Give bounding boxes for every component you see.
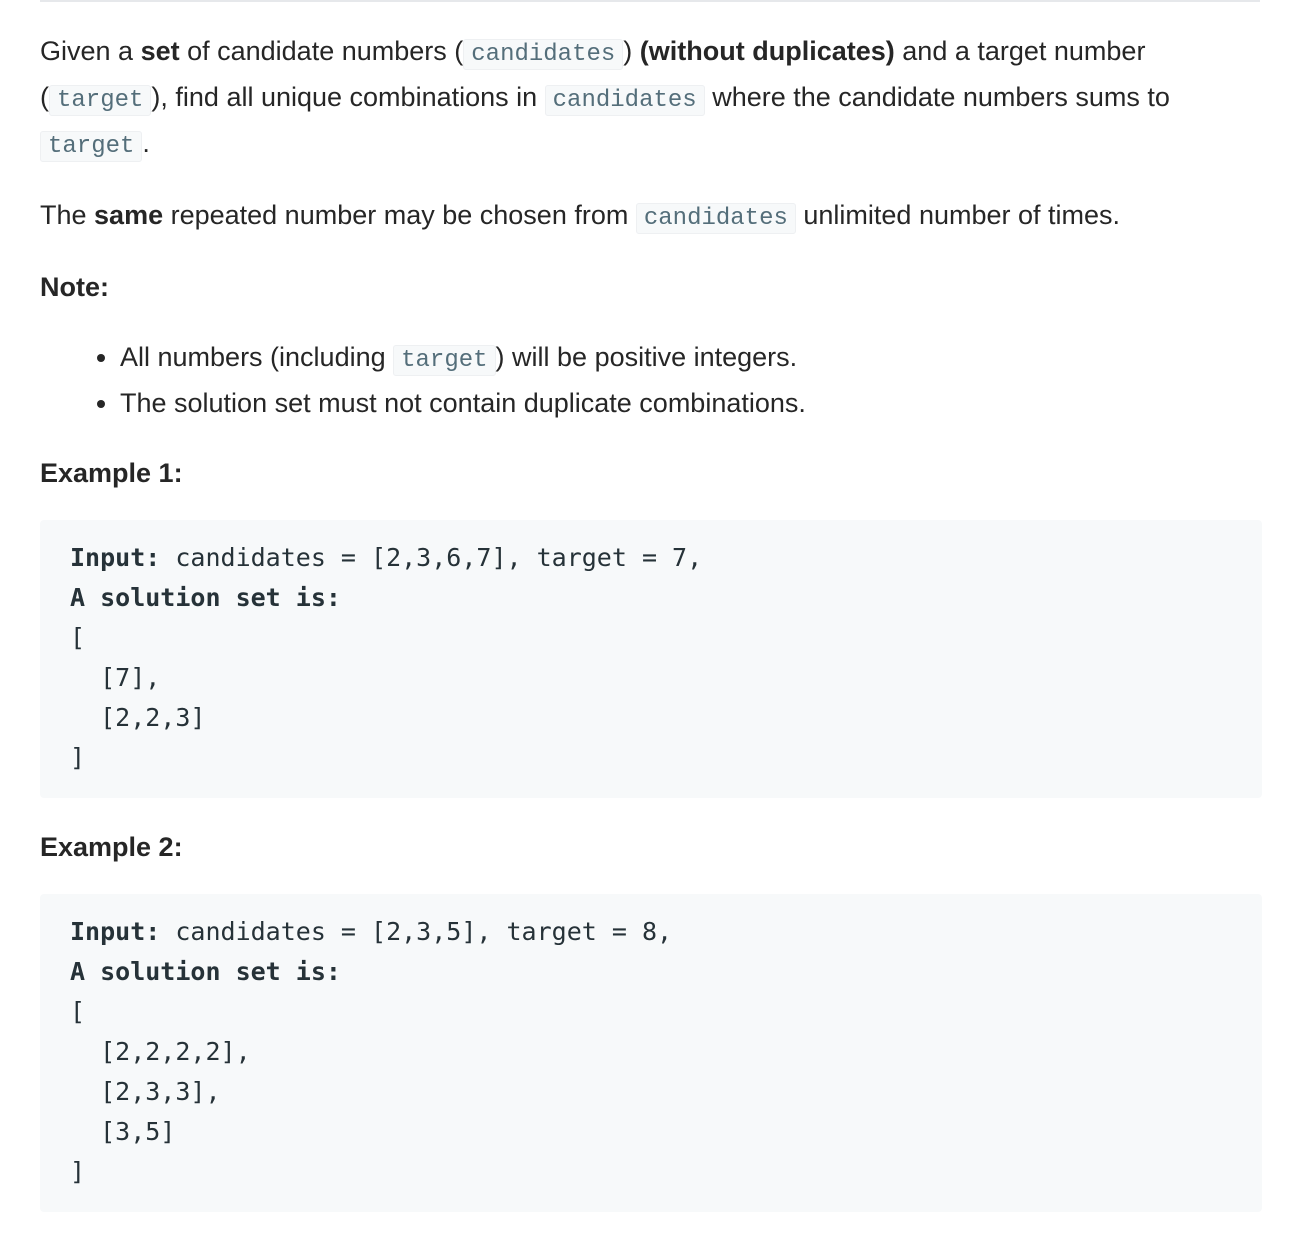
input-text: candidates = [2,3,6,7], target = 7, — [160, 543, 703, 572]
text-span: The — [40, 200, 95, 230]
note-heading-text: Note: — [40, 272, 109, 302]
repeat-rule — [40, 194, 1262, 240]
bold-same: same — [94, 200, 164, 230]
text-span: All numbers (including — [120, 342, 394, 372]
text-span: of candidate numbers ( — [179, 36, 464, 66]
text-span: unlimited number of times. — [795, 200, 1121, 230]
code-candidates: candidates — [545, 85, 705, 116]
text-span: and a target number ( — [40, 36, 1146, 112]
input-label: Input: — [70, 917, 161, 946]
example-heading-text: Example 1: — [40, 458, 183, 488]
problem-description — [40, 30, 1262, 1234]
bold-without-duplicates: (without duplicates) — [639, 36, 895, 66]
example-heading-text: Example 2: — [40, 832, 183, 862]
code-candidates: candidates — [636, 203, 796, 234]
text-span: Given a — [40, 36, 141, 66]
note-list — [40, 336, 1262, 424]
text-span: where the candidate numbers sums to — [704, 82, 1170, 112]
text-span: . — [142, 128, 150, 158]
top-divider — [40, 0, 1260, 2]
example-1-code-block — [40, 520, 1262, 798]
text-span: The solution set must not contain duplicate combinations. — [120, 388, 806, 418]
problem-statement — [40, 30, 1262, 168]
input-text: candidates = [2,3,5], target = 8, — [160, 917, 673, 946]
solution-label: A solution set is: — [70, 583, 341, 612]
example-2-heading — [40, 826, 1262, 868]
text-span: repeated number may be chosen from — [163, 200, 636, 230]
code-target: target — [49, 85, 151, 116]
text-span: ) will be positive integers. — [495, 342, 798, 372]
solution-body: [ [2,2,2,2], [2,3,3], [3,5] ] — [70, 997, 251, 1186]
note-item — [120, 336, 1262, 382]
code-target: target — [40, 131, 142, 162]
code-target: target — [393, 345, 495, 376]
code-candidates: candidates — [463, 39, 623, 70]
text-span: ) — [623, 36, 640, 66]
example-2-code-block — [40, 894, 1262, 1212]
solution-label: A solution set is: — [70, 957, 341, 986]
note-item — [120, 382, 1262, 424]
bold-set: set — [140, 36, 180, 66]
text-span: ), find all unique combinations in — [151, 82, 545, 112]
solution-body: [ [7], [2,2,3] ] — [70, 623, 206, 772]
input-label: Input: — [70, 543, 161, 572]
note-heading — [40, 266, 1262, 308]
example-1-heading — [40, 452, 1262, 494]
